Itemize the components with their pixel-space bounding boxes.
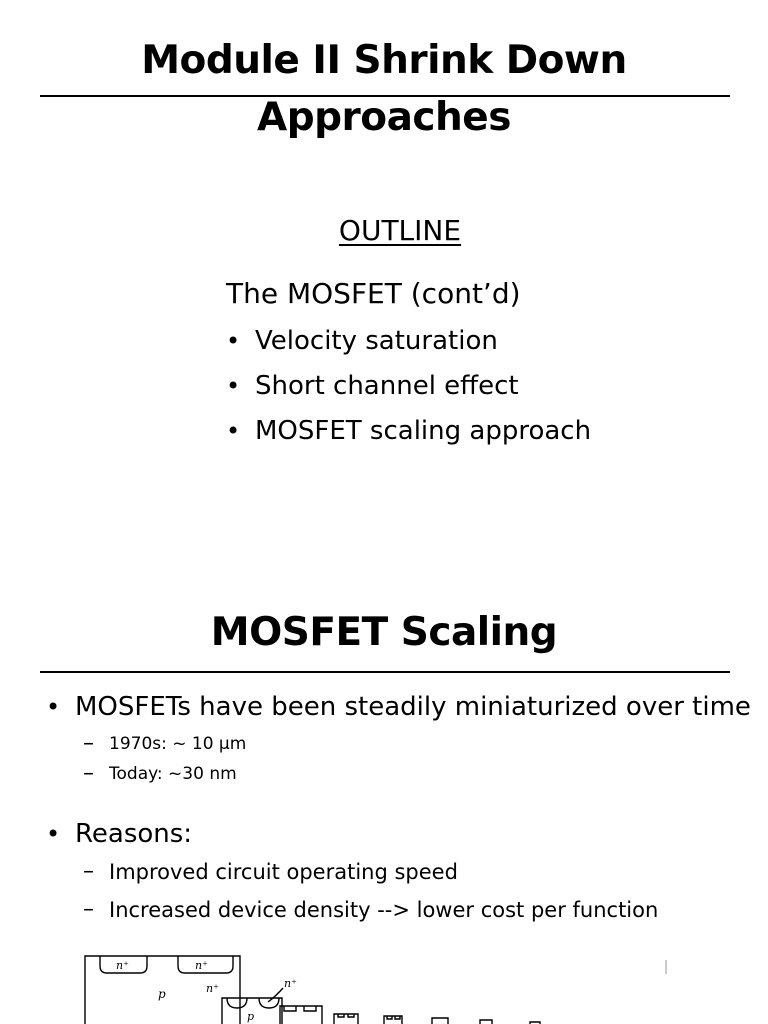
slide-2-title: MOSFET Scaling [210,610,558,655]
slide-1-title-line-2: Approaches [257,95,511,140]
dash-icon: – [83,731,94,756]
outline-item-scaling: MOSFET scaling approach [255,416,592,446]
bullet-icon: • [226,417,241,445]
dash-icon: – [83,897,94,922]
bullet-icon: • [226,372,241,400]
figure-label-p: p [247,1010,255,1023]
bullet-icon: • [46,693,61,721]
dash-icon: – [83,761,94,786]
bullet-miniaturized: MOSFETs have been steadily miniaturized over time [75,692,751,722]
bullet-reasons: Reasons: [75,819,193,849]
bullet-icon: • [46,820,61,848]
figure-label-nplus: n⁺ [284,977,297,990]
figure-label-nplus: n⁺ [195,959,208,972]
sub-item-1970s: 1970s: ~ 10 μm [109,734,247,754]
outline-item-velocity: Velocity saturation [255,326,498,356]
title-rule [40,671,730,673]
figure-label-nplus: n⁺ [206,982,219,995]
figure-label-p: p [158,987,166,1001]
outline-subheading: The MOSFET (cont’d) [226,277,521,310]
slide-1-title-line-1: Module II Shrink Down [141,38,627,83]
dash-icon: – [83,859,94,884]
mosfet-scaling-figure [0,940,768,1024]
outline-heading: OUTLINE [338,214,462,247]
figure-label-nplus: n⁺ [116,959,129,972]
sub-item-density: Increased device density --> lower cost per function [109,898,659,922]
bullet-icon: • [226,327,241,355]
sub-item-today: Today: ~30 nm [109,764,237,784]
sub-item-speed: Improved circuit operating speed [109,860,458,884]
outline-item-short-channel: Short channel effect [255,371,519,401]
